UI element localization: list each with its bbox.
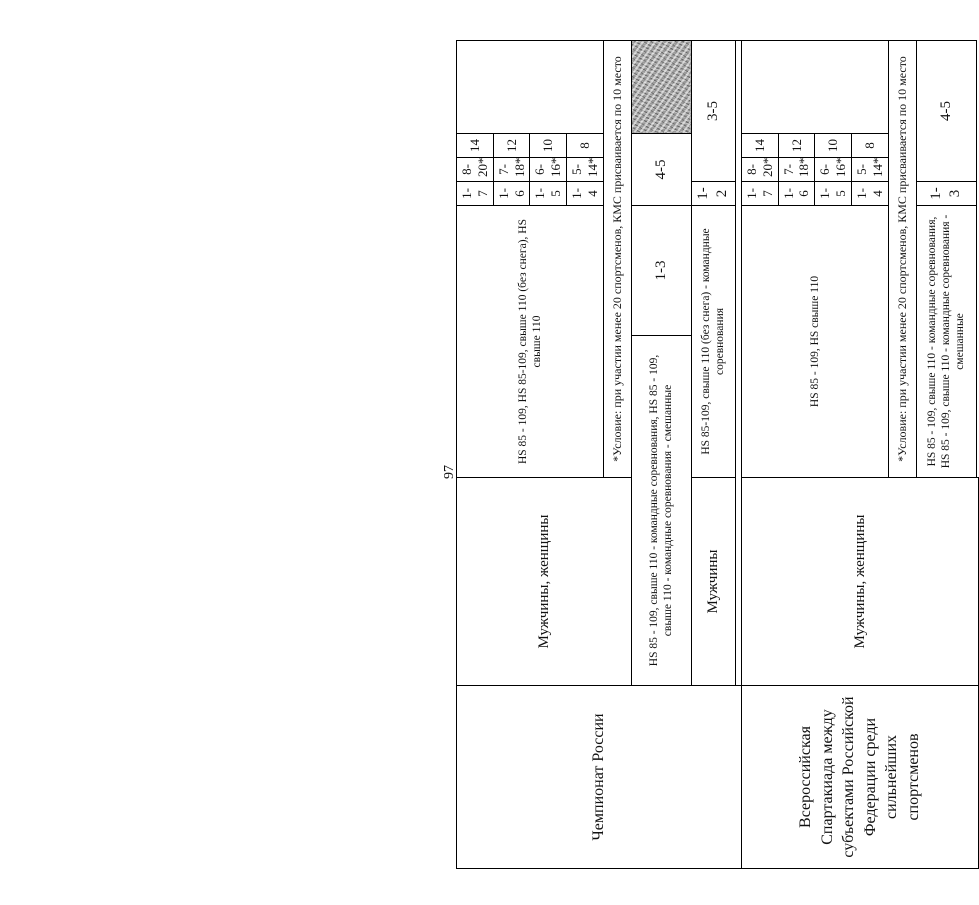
- places-cell: 1-4: [852, 182, 889, 206]
- points-cell: 14: [457, 134, 494, 158]
- rank-cell: 8-20*: [741, 158, 778, 182]
- rank-cell: 7-18*: [493, 158, 530, 182]
- condition-note: *Условие: при участии менее 20 спортсменов, КМС присваивается по 10 место: [603, 41, 631, 478]
- rank-cell: 4-5: [631, 134, 691, 206]
- places-cell: 1-6: [778, 182, 815, 206]
- section-title: Всероссийская Спартакиада между субъектами Российской Федерации среди сильнейших спортсменов: [741, 686, 978, 869]
- points-cell: 10: [815, 134, 852, 158]
- section-title: Чемпионат России: [457, 686, 742, 869]
- shaded-cell: [631, 41, 691, 134]
- disciplines-cell: HS 85-109, свыше 110 (без снега) - командные соревнования: [691, 206, 735, 478]
- rank-cell: 7-18*: [778, 158, 815, 182]
- condition-note: *Условие: при участии менее 20 спортсменов, КМС присваивается по 10 место: [888, 41, 916, 478]
- points-cell: 14: [741, 134, 778, 158]
- points-cell: 8: [852, 134, 889, 158]
- gender-cell: Мужчины: [691, 478, 735, 686]
- disciplines-cell: HS 85 - 109, HS свыше 110: [741, 206, 888, 478]
- places-cell: 1-5: [815, 182, 852, 206]
- places-cell: 1-3: [631, 206, 691, 336]
- rank-cell: 8-20*: [457, 158, 494, 182]
- disciplines-cell: HS 85 - 109, свыше 110 - командные соревнования, HS 85 - 109, свыше 110 - командные соревнования - смешанные: [916, 206, 976, 478]
- rank-cell: 6-16*: [530, 158, 567, 182]
- rank-cell: 5-14*: [567, 158, 604, 182]
- filler-row: [976, 41, 978, 478]
- points-cell: 12: [493, 134, 530, 158]
- gender-cell: Мужчины, женщины: [741, 478, 978, 686]
- places-cell: 1-5: [530, 182, 567, 206]
- places-cell: 1-2: [691, 182, 735, 206]
- points-cell: 10: [530, 134, 567, 158]
- places-cell: 1-4: [567, 182, 604, 206]
- spacer-cell: [457, 41, 604, 134]
- places-cell: 1-3: [916, 182, 976, 206]
- page-number: 97: [442, 465, 457, 479]
- rank-cell: 6-16*: [815, 158, 852, 182]
- places-cell: 1-7: [741, 182, 778, 206]
- discipline-line: HS 85 - 109, HS 85-109, свыше 110 (без снега), HS свыше 110: [516, 219, 543, 465]
- gender-cell: Мужчины, женщины: [457, 478, 632, 686]
- ranking-table: [456, 40, 979, 869]
- rank-cell: 4-5: [916, 41, 976, 182]
- rank-cell: 5-14*: [852, 158, 889, 182]
- spacer-cell: [741, 41, 888, 134]
- rank-cell: 3-5: [691, 41, 735, 182]
- points-cell: 12: [778, 134, 815, 158]
- disciplines-cell: HS 85 - 109, свыше 110 - командные соревнования, HS 85 - 109, свыше 110 - командные соревнования - смешанные: [631, 336, 691, 686]
- places-cell: 1-6: [493, 182, 530, 206]
- disciplines-cell: [457, 206, 604, 478]
- points-cell: 8: [567, 134, 604, 158]
- places-cell: 1-7: [457, 182, 494, 206]
